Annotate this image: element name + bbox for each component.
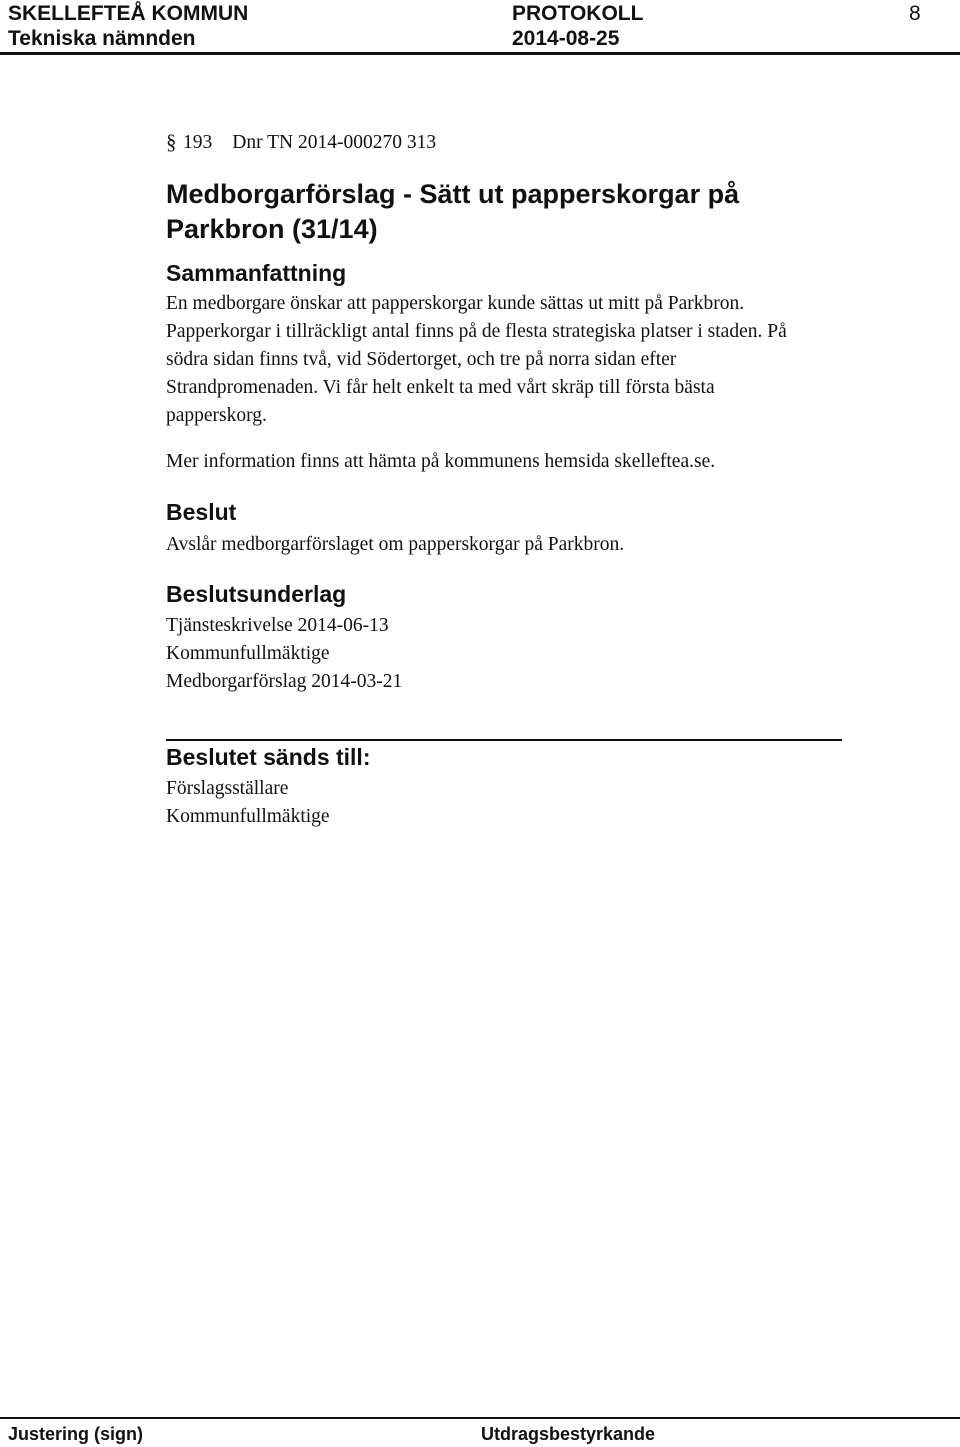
decision-heading: Beslut (166, 499, 237, 525)
footer-signature-label: Justering (sign) (8, 1424, 144, 1444)
decision-text: Avslår medborgarförslaget om papperskorgar på Parkbron. (166, 534, 625, 555)
basis-item: Kommunfullmäktige (166, 643, 330, 664)
footer-certification-label: Utdragsbestyrkande (481, 1424, 656, 1444)
meeting-date: 2014-08-25 (512, 27, 620, 50)
summary-text: En medborgare önskar att papperskorgar kunde sättas ut mitt på Parkbron. Papperkorgar i tillräckligt antal finns på de flesta strategiska platser i staden. På södra sidan finns två, vid Södertorget, och tre på norra sidan efter Strandpromenaden. Vi får helt enkelt ta med vårt skräp till första bästa papperskorg. (166, 293, 787, 426)
summary-heading: Sammanfattning (166, 260, 347, 286)
section-sign: § (166, 130, 177, 154)
item-reference (183, 130, 456, 156)
page-title: Medborgarförslag - Sätt ut papperskorgar på Parkbron (31/14) (166, 179, 740, 244)
sent-to-heading: Beslutet sänds till: (166, 744, 371, 770)
basis-item: Tjänsteskrivelse 2014-06-13 (166, 615, 389, 636)
sent-to-list (166, 775, 846, 831)
doc-type: PROTOKOLL (512, 2, 644, 25)
recipient-item: Kommunfullmäktige (166, 806, 330, 827)
footer-rule (0, 1417, 960, 1419)
org-name: SKELLEFTEÅ KOMMUN (8, 2, 249, 25)
item-number: 193 (183, 132, 213, 153)
basis-item: Medborgarförslag 2014-03-21 (166, 671, 403, 692)
basis-list (166, 612, 846, 696)
header-rule (0, 52, 960, 55)
basis-heading: Beslutsunderlag (166, 581, 347, 607)
section-divider (166, 739, 842, 741)
recipient-item: Förslagsställare (166, 778, 289, 799)
item-dnr: Dnr TN 2014-000270 313 (232, 132, 437, 153)
page-number: 8 (909, 2, 921, 25)
committee-name: Tekniska nämnden (8, 27, 196, 50)
more-info-text: Mer information finns att hämta på kommunens hemsida skelleftea.se. (166, 451, 716, 472)
